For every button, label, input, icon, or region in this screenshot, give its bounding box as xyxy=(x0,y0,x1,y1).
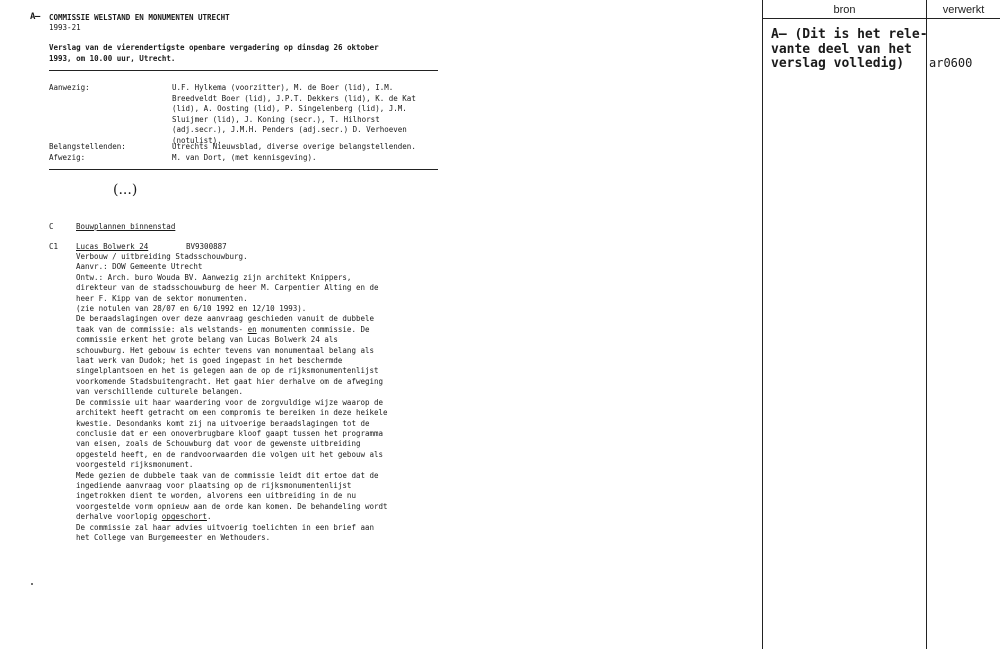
body-text-part: Verbouw / uitbreiding Stadsschouwburg. Aanvr.: DOW Gemeente Utrecht Ontw.: Arch. buro Wouda BV. Aanwezig zijn architekt Knippers, direkteur van de stadsschouwburg de heer M. Carpentier Alting en de heer F. Kipp van de sektor monumenten. (zie notulen van 28/07 en 6/10 1992 en 12/10 1993). De beraadslagingen over deze aanvraag geschieden vanuit de dubbele taak van de commissie: als welstands- xyxy=(76,252,379,334)
attendance-label-absent: Afwezig: xyxy=(49,152,86,162)
divider xyxy=(49,169,438,170)
section-title: Bouwplannen binnenstad xyxy=(76,222,176,231)
attendance-label-interested: Belangstellenden: xyxy=(49,142,126,151)
item-address: Lucas Bolwerk 24 xyxy=(76,242,149,251)
attendance-interested-list: Utrechts Nieuwsblad, diverse overige belangstellenden. xyxy=(172,142,416,151)
header-divider xyxy=(762,18,1000,19)
body-text-part: monumenten commissie. De commissie erkent het grote belang van Lucas Bolwerk 24 als schouwburg. Het gebouw is echter tevens van monumentaal belang als laat werk van Dudok; het is goed ingepast in het beschermde singelplantsoen en het is gelegen aan de op de rijksmonumentenlijst voorkomende Stadsbuitengracht. Het gaat hier derhalve om de afweging van verschillende culturele belangen. De commissie uit haar waardering voor de zorgvuldige wijze waarop de architekt heeft getracht om een compromis te bereiken in deze heikele kwestie. Desondanks komt zij na uitvoerige beraadslagingen tot de conclusie dat er een onoverbrugbare kloof gaapt tussen het programma van eisen, zoals de Schouwburg dat voor de gewenste uitbreiding opgesteld heeft, en de randvoorwaarden die volgen uit het gebouw als voorgesteld rijksmonument. Mede gezien de dubbele taak van de commissie leidt dit ertoe dat de ingediende aanvraag voor plaatsing op de rijksmonumentenlijst ingetrokken dient te worden, alvorens een uitbreiding in de nu voorgestelde vorm opnieuw aan de orde kan komen. De behandeling wordt derhalve voorlopig xyxy=(76,324,388,522)
section-letter: C xyxy=(49,222,54,231)
item-body-text xyxy=(76,252,388,543)
bron-note: A— (Dit is het rele- vante deel van het verslag volledig) xyxy=(771,27,928,71)
body-text-underlined-opgeschort: opgeschort xyxy=(161,512,207,522)
meeting-description: Verslag van de vierendertigste openbare vergadering op dinsdag 26 oktober 1993, om 10.00 uur, Utrecht. xyxy=(49,43,379,63)
verwerkt-value: ar0600 xyxy=(929,56,973,70)
attendance-present-list: U.F. Hylkema (voorzitter), M. de Boer (lid), I.M. Breedveldt Boer (lid), J.P.T. Dekkers (lid), K. de Kat (lid), A. Oosting (lid), P. Singelenberg (lid), J.M. Sluijmer (lid), J. Koning (secr.), T. Hilhorst (adj.secr.), J.M.H. Penders (adj.secr.) D. Verhoeven (notulist). xyxy=(172,83,416,145)
body-text-part: . De commissie zal haar advies uitvoerig toelichten in een brief aan het College van Burgemeester en Wethouders. xyxy=(76,512,375,542)
divider xyxy=(49,70,438,71)
speck-mark xyxy=(31,583,33,585)
column-border-left xyxy=(762,0,763,649)
attendance-label-present: Aanwezig: xyxy=(49,83,90,92)
column-border-middle xyxy=(926,0,927,649)
section-marker: A— xyxy=(30,12,40,22)
omission-ellipsis: (...) xyxy=(113,182,138,198)
body-text-underlined-en: en xyxy=(247,324,257,334)
attendance-absent-list: M. van Dort, (met kennisgeving). xyxy=(172,152,317,162)
item-code: BV9300887 xyxy=(186,242,227,251)
item-number: C1 xyxy=(49,242,59,251)
document-year: 1993-21 xyxy=(49,23,81,32)
bron-column-header: bron xyxy=(833,4,856,16)
verwerkt-column-header: verwerkt xyxy=(942,4,985,16)
document-title: COMMISSIE WELSTAND EN MONUMENTEN UTRECHT xyxy=(49,13,230,22)
